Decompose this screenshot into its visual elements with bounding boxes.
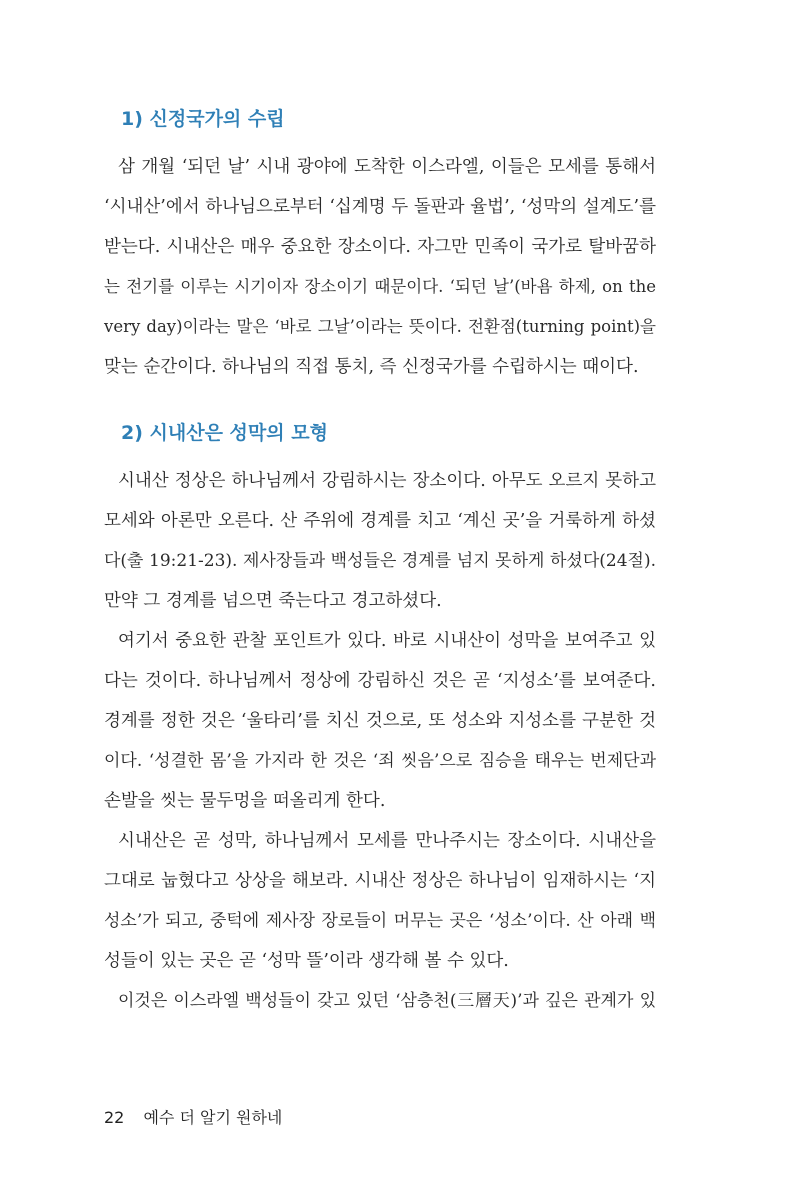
paragraph-line: 삼 개월 ‘되던 날’ 시내 광야에 도착한 이스라엘, 이들은 모세를 통해서 [118,157,656,177]
paragraph-line: 이다. ‘성결한 몸’을 가지라 한 것은 ‘죄 씻음’으로 짐승을 태우는 번제단과 [104,751,656,771]
paragraph-line: 시내산 정상은 하나님께서 강림하시는 장소이다. 아무도 오르지 못하고 [118,471,656,491]
paragraph-line: 경계를 정한 것은 ‘울타리’를 치신 것으로, 또 성소와 지성소를 구분한 것 [104,711,656,731]
paragraph-line: 만약 그 경계를 넘으면 죽는다고 경고하셨다. [104,591,442,611]
paragraph-line: 다(출 19:21-23). 제사장들과 백성들은 경계를 넘지 못하게 하셨다(24절). [104,551,656,571]
paragraph-line: very day)이라는 말은 ‘바로 그날’이라는 뜻이다. 전환점(turning point)을 [104,317,656,336]
paragraph-line: 맞는 순간이다. 하나님의 직접 통치, 즉 신정국가를 수립하시는 때이다. [104,357,639,377]
page-footer [104,1105,282,1128]
paragraph-line: 이것은 이스라엘 백성들이 갖고 있던 ‘삼층천(三層天)’과 깊은 관계가 있 [118,991,656,1011]
section-heading-1: 1) 신정국가의 수립 [121,108,285,130]
paragraph-line: 모세와 아론만 오른다. 산 주위에 경계를 치고 ‘계신 곳’을 거룩하게 하셨 [104,511,656,531]
paragraph-line: ‘시내산’에서 하나님으로부터 ‘십계명 두 돌판과 율법’, ‘성막의 설계도’를 [104,197,656,217]
paragraph-line: 성소’가 되고, 중턱에 제사장 장로들이 머무는 곳은 ‘성소’이다. 산 아래 백 [104,911,656,931]
section-heading-2: 2) 시내산은 성막의 모형 [121,422,328,444]
paragraph-line: 다는 것이다. 하나님께서 정상에 강림하신 것은 곧 ‘지성소’를 보여준다. [104,671,656,691]
paragraph-line: 그대로 눕혔다고 상상을 해보라. 시내산 정상은 하나님이 임재하시는 ‘지 [104,871,656,891]
paragraph-line: 는 전기를 이루는 시기이자 장소이기 때문이다. ‘되던 날’(바욤 하제, on the [104,277,656,296]
page-number: 22 [104,1108,125,1127]
paragraph-line: 손발을 씻는 물두멍을 떠올리게 한다. [104,791,386,811]
paragraph-line: 받는다. 시내산은 매우 중요한 장소이다. 자그만 민족이 국가로 탈바꿈하 [104,237,656,257]
paragraph-line: 여기서 중요한 관찰 포인트가 있다. 바로 시내산이 성막을 보여주고 있 [118,631,656,651]
paragraph-line: 시내산은 곧 성막, 하나님께서 모세를 만나주시는 장소이다. 시내산을 [118,831,656,851]
book-title: 예수 더 알기 원하네 [143,1108,283,1127]
paragraph-line: 성들이 있는 곳은 곧 ‘성막 뜰’이라 생각해 볼 수 있다. [104,951,509,971]
